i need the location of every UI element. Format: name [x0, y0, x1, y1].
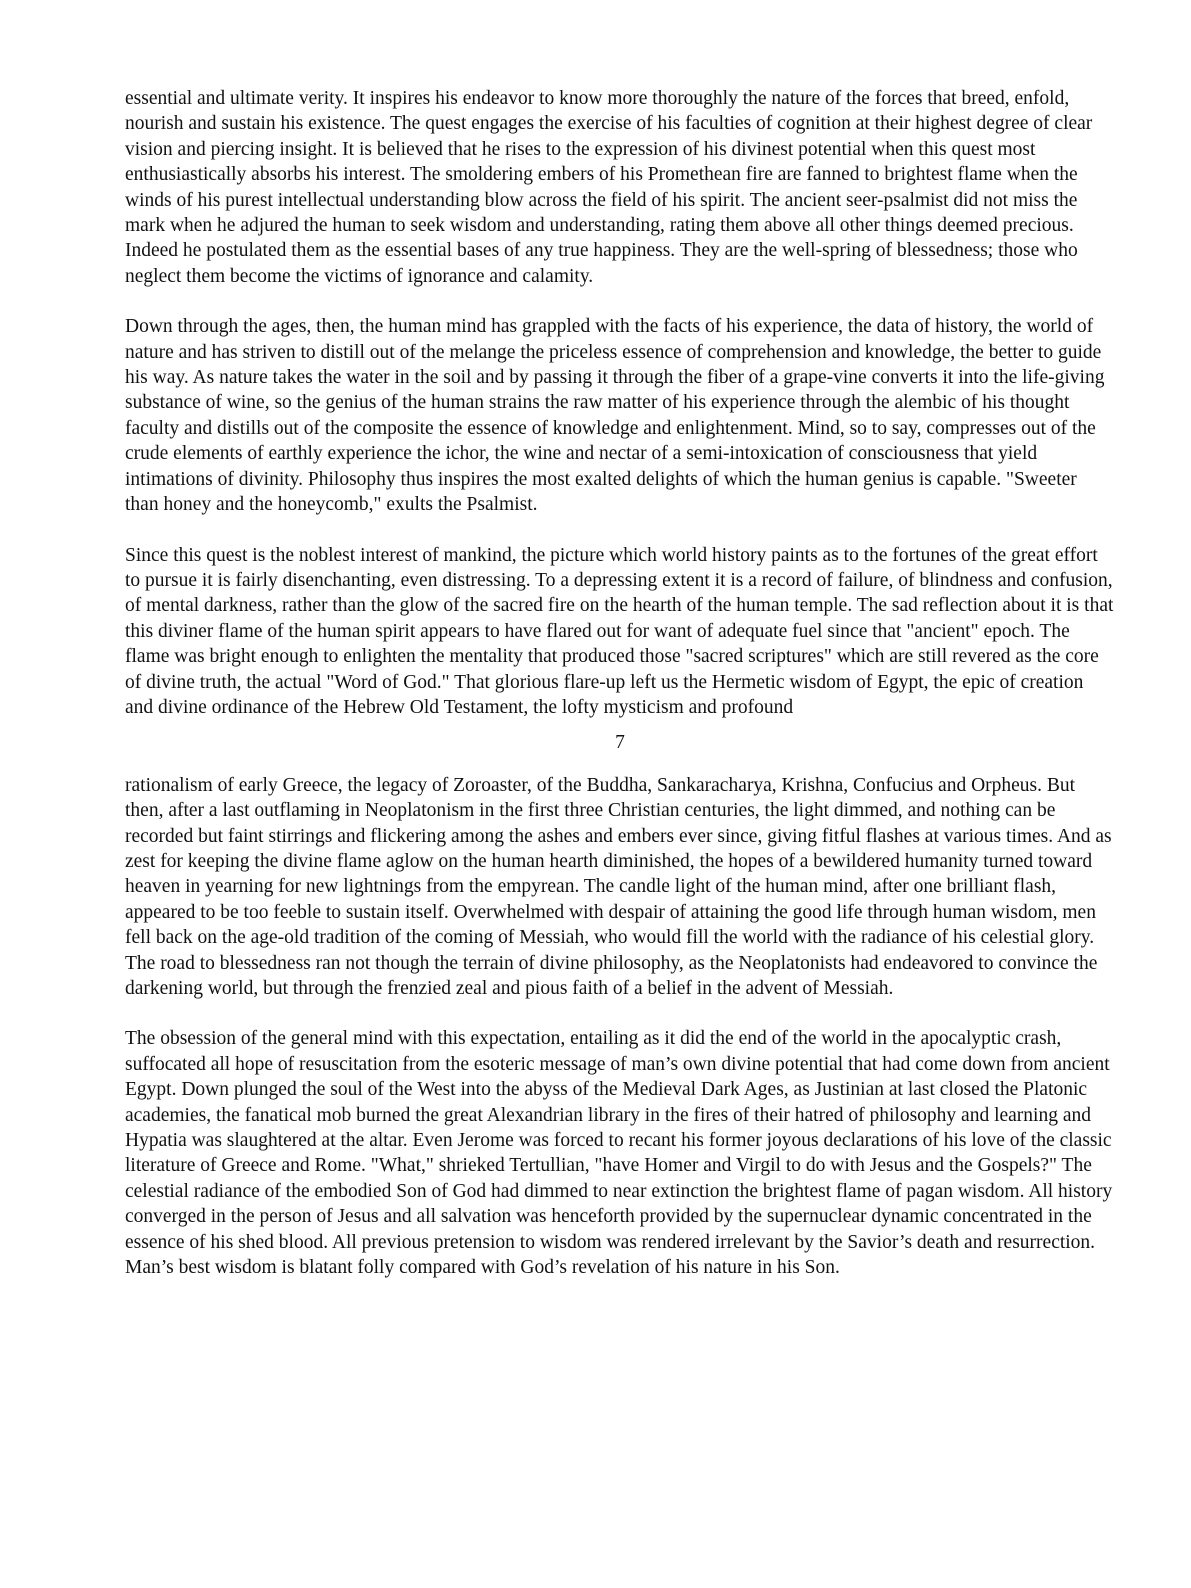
paragraph-3: Since this quest is the noblest interest of mankind, the picture which world history paints as to the fortunes of the great effort to pursue it is fairly disenchanting, even distressing. To a depressing extent it is a record of failure, of blindness and confusion, of mental darkness, rather than the glow of the sacred fire on the hearth of the human temple. The sad reflection about it is that this diviner flame of the human spirit appears to have flared out for want of adequate fuel since that "ancient" epoch. The flame was bright enough to enlighten the mentality that produced those "sacred scriptures" which are still revered as the core of divine truth, the actual "Word of God." That glorious flare-up left us the Hermetic wisdom of Egypt, the epic of creation and divine ordinance of the Hebrew Old Testament, the lofty mysticism and profound	[125, 544, 1114, 718]
paragraph-5: The obsession of the general mind with this expectation, entailing as it did the end of the world in the apocalyptic crash, suffocated all hope of resuscitation from the esoteric message of man’s own divine potential that had come down from ancient Egypt. Down plunged the soul of the West into the abyss of the Medieval Dark Ages, as Justinian at last closed the Platonic academies, the fanatical mob burned the great Alexandrian library in the fires of their hatred of philosophy and learning and Hypatia was slaughtered at the altar. Even Jerome was forced to recant his former joyous declarations of his love of the classic literature of Greece and Rome. "What," shrieked Tertullian, "have Homer and Virgil to do with Jesus and the Gospels?" The celestial radiance of the embodied Son of God had dimmed to near extinction the brightest flame of pagan wisdom. All history converged in the person of Jesus and all salvation was henceforth provided by the supernuclear dynamic concentrated in the essence of his shed blood. All previous pretension to wisdom was rendered irrelevant by the Savior’s death and resurrection. Man’s best wisdom is blatant folly compared with God’s revelation of his nature in his Son.	[125, 1028, 1113, 1279]
page-number: 7	[615, 732, 625, 754]
paragraph-1: essential and ultimate verity. It inspires his endeavor to know more thoroughly the nature of the forces that breed, enfold, nourish and sustain his existence. The quest engages the exercise of his faculties of cognition at their highest degree of clear vision and piercing insight. It is believed that he rises to the expression of his divinest potential when this quest most enthusiastically absorbs his interest. The smoldering embers of his Promethean fire are fanned to brightest flame when the winds of his purest intellectual understanding blow across the field of his spirit. The ancient seer-psalmist did not miss the mark when he adjured the human to seek wisdom and understanding, rating them above all other things deemed precious. Indeed he postulated them as the essential bases of any true happiness. They are the well-spring of blessedness; those who neglect them become the victims of ignorance and calamity.	[125, 88, 1093, 287]
paragraph-2: Down through the ages, then, the human mind has grappled with the facts of his experience, the data of history, the world of nature and has striven to distill out of the melange the priceless essence of comprehension and knowledge, the better to guide his way. As nature takes the water in the soil and by passing it through the fiber of a grape-vine converts it into the life-giving substance of wine, so the genius of the human strains the raw matter of his experience through the alembic of his thought faculty and distills out of the composite the essence of knowledge and enlightenment. Mind, so to say, compresses out of the crude elements of earthly experience the ichor, the wine and nectar of a semi-intoxication of consciousness that yield intimations of divinity. Philosophy thus inspires the most exalted delights of which the human genius is capable. "Sweeter than honey and the honeycomb," exults the Psalmist.	[125, 316, 1105, 516]
paragraph-4: rationalism of early Greece, the legacy of Zoroaster, of the Buddha, Sankaracharya, Krishna, Confucius and Orpheus. But then, after a last outflaming in Neoplatonism in the first three Christian centuries, the light dimmed, and nothing can be recorded but faint stirrings and flickering among the ashes and embers ever since, giving fitful flashes at various times. And as zest for keeping the divine flame aglow on the human hearth diminished, the hopes of a bewildered humanity turned toward heaven in yearning for new lightnings from the empyrean. The candle light of the human mind, after one brilliant flash, appeared to be too feeble to sustain itself. Overwhelmed with despair of attaining the good life through human wisdom, men fell back on the age-old tradition of the coming of Messiah, who would fill the world with the radiance of his celestial glory. The road to blessedness ran not though the terrain of divine philosophy, as the Neoplatonists had endeavored to convince the darkening world, but through the frenzied zeal and pious faith of a belief in the advent of Messiah.	[125, 774, 1112, 999]
document-page	[125, 86, 1115, 1280]
